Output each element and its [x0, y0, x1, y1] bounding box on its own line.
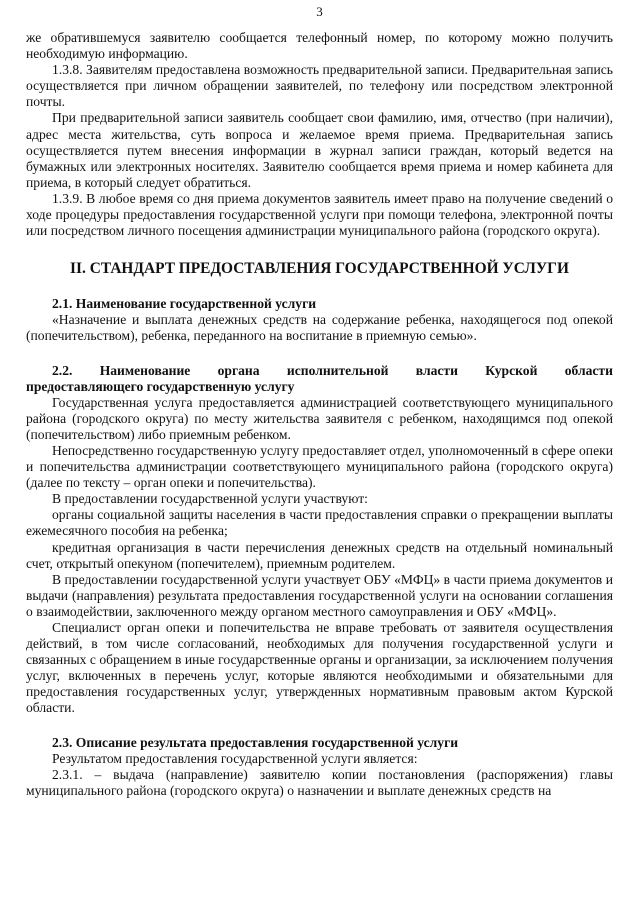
- heading-2-2-line-1: [26, 363, 613, 379]
- paragraph-continuation: же обратившемуся заявителю сообщается телефонный номер, по которому можно получить необходимую информацию.: [26, 30, 613, 62]
- heading-2-2: [26, 363, 613, 395]
- paragraph-1-3-8: 1.3.8. Заявителям предоставлена возможность предварительной записи. Предварительная запись осуществляется при личном обращении заявителей, по телефону или посредством электронной почты.: [26, 62, 613, 110]
- heading-word: Наименование: [99, 362, 191, 378]
- paragraph-2-2-3: В предоставлении государственной услуги участвуют:: [52, 491, 368, 507]
- paragraph-2-1-text: «Назначение и выплата денежных средств на содержание ребенка, находящегося под опекой (попечительством), ребенка, переданного на воспитание в приемную семью».: [26, 312, 613, 344]
- paragraph-2-2-2: Непосредственно государственную услугу предоставляет отдел, уполномоченный в сфере опеки и попечительства администрации соответствующего муниципального района (городского округа) (далее по тексту – орган опеки и попечительства).: [26, 442, 613, 491]
- paragraph-2-3-2: 2.3.1. – выдача (направление) заявителю копии постановления (распоряжения) главы муниципального района (городского округа) о назначении и выплате денежных средств на: [26, 766, 613, 798]
- heading-2-2-line-2: предоставляющего государственную услугу: [26, 378, 295, 394]
- heading-2-3: 2.3. Описание результата предоставления государственной услуги: [52, 734, 459, 750]
- paragraph-2-2-1: Государственная услуга предоставляется администрацией соответствующего муниципального района (городского округа) по месту жительства заявителя с ребенком, находящимся под опекой (попечительством) либо приемным ребенком.: [26, 394, 613, 442]
- paragraph-2-2-7: Специалист орган опеки и попечительства не вправе требовать от заявителя осуществления действий, в том числе согласований, необходимых для получения государственной услуги и связанных с обращением в иные государственные органы и организации, за исключением получения услуг, включенных в перечень услуг, которые являются необходимыми и обязательными для предоставления государственных услуг, утвержденных нормативным правовым актом Курской области.: [26, 620, 613, 716]
- heading-word: власти: [415, 362, 458, 378]
- heading-word: органа: [217, 362, 260, 378]
- paragraph-preliminary-record: При предварительной записи заявитель сообщает свои фамилию, имя, отчество (при наличии), адрес места жительства, суть вопроса и желаемое время приема. Предварительная запись осуществляется путем внесения информации в журнал записи граждан, который ведется на бумажных или электронных носителях. Заявителю сообщается время приема и номер кабинета для приема, в который следует обратиться.: [26, 110, 613, 190]
- paragraph-2-3-1: Результатом предоставления государственной услуги является:: [52, 750, 418, 766]
- heading-word: Курской: [485, 362, 538, 378]
- document-page: [26, 30, 613, 799]
- paragraph-1-3-9: 1.3.9. В любое время со дня приема документов заявитель имеет право на получение сведений о ходе процедуры предоставления государственной услуги при помощи телефона, электронной почты или посредством личного посещения администрации муниципального района (городского округа).: [26, 190, 613, 239]
- heading-2-1: 2.1. Наименование государственной услуги: [52, 296, 317, 312]
- paragraph-2-2-4: органы социальной защиты населения в части предоставления справки о прекращении выплаты ежемесячного пособия на ребенка;: [26, 507, 613, 539]
- page-number: 3: [316, 4, 323, 19]
- heading-word: исполнительной: [286, 362, 389, 378]
- paragraph-2-2-5: кредитная организация в части перечисления денежных средств на отдельный номинальный счет, открытый опекуном (попечителем), приемным родителем.: [26, 539, 613, 571]
- heading-word: 2.2.: [52, 362, 73, 378]
- section-title: II. СТАНДАРТ ПРЕДОСТАВЛЕНИЯ ГОСУДАРСТВЕННОЙ УСЛУГИ: [70, 260, 569, 278]
- paragraph-2-2-6: В предоставлении государственной услуги участвует ОБУ «МФЦ» в части приема документов и выдачи (направления) результата предоставления государственной услуги на основании соглашения о взаимодействии, заключенного между органом местного самоуправления и ОБУ «МФЦ».: [26, 571, 613, 619]
- heading-word: области: [564, 362, 613, 378]
